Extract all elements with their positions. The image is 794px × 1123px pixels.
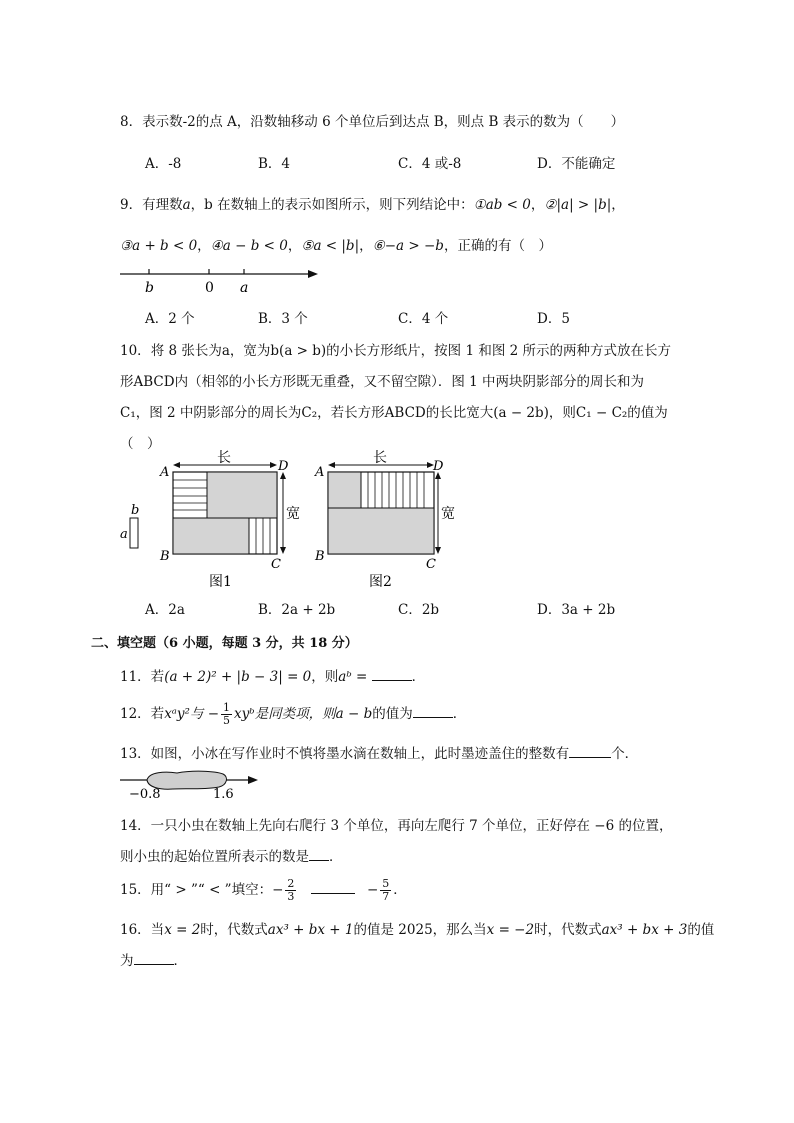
fig1-length-label: 长 <box>217 450 231 466</box>
fig2-shaded-top <box>328 472 361 508</box>
q16-line1: 16．当x = 2时，代数式ax³ + bx + 1的值是 2025，那么当x = −2时，代数式ax³ + bx + 3的值 <box>120 922 715 938</box>
fig1-caption: 图1 <box>209 574 232 590</box>
q9-stem-line1: 9．有理数a，b 在数轴上的表示如图所示，则下列结论中：①ab < 0，②|a| > |b|， <box>120 197 625 213</box>
fig1-label-B: B <box>160 549 170 564</box>
fig2-length-label: 长 <box>373 450 387 466</box>
label-small-a: a <box>120 527 128 542</box>
q10-stem-line1: 10．将 8 张长为a，宽为b(a > b)的小长方形纸片，按图 1 和图 2 所示的两种方式放在长方 <box>120 343 672 359</box>
q13-axis-arrow <box>248 776 258 784</box>
fig1-label-A: A <box>160 465 170 480</box>
q12-answer-blank[interactable] <box>413 703 453 718</box>
fig1-shaded-bottom <box>173 518 249 554</box>
fig2-label-A: A <box>315 465 325 480</box>
q8-stem: 8．表示数-2的点 A，沿数轴移动 6 个单位后到达点 B，则点 B 表示的数为（ ） <box>120 114 625 130</box>
q11-answer-blank[interactable] <box>372 666 412 681</box>
q15-fraction-1: $\frac{2}{3}$ <box>287 877 295 903</box>
q9-label-0: 0 <box>205 280 214 296</box>
q10-stem-line3: C₁，图 2 中阴影部分的周长为C₂，若长方形ABCD的长比宽大(a − 2b)，则C₁ − C₂的值为 <box>120 405 668 421</box>
fig2-label-B: B <box>315 549 325 564</box>
small-rect <box>130 518 138 548</box>
q9-stem-line2: ③a + b < 0，④a − b < 0，⑤a < |b|，⑥−a > −b，正确的有（ ） <box>120 238 552 254</box>
q16-answer-blank[interactable] <box>134 950 174 965</box>
q14-line2: 则小虫的起始位置所表示的数是 ． <box>120 845 343 865</box>
q9-number-line <box>115 262 325 298</box>
fig2-width-label: 宽 <box>441 506 455 522</box>
q10-figures <box>115 450 475 595</box>
fig2-label-C: C <box>426 557 436 572</box>
q12-fraction: $\frac{1}{5}$ <box>223 701 231 727</box>
q9-option-d[interactable]: D．5 <box>537 311 570 327</box>
q14-answer-blank[interactable] <box>309 846 329 861</box>
q16-line2: 为 ． <box>120 949 187 969</box>
q15-answer-blank[interactable] <box>311 879 355 894</box>
q12: 12．若xᵃy²与 − $\frac{1}{5}$ xyᵇ是同类项，则a − b的值为 ． <box>120 701 467 727</box>
figure-2 <box>314 450 455 590</box>
figure-1 <box>159 450 300 590</box>
q13-number-line <box>115 768 265 802</box>
q8-option-c[interactable]: C．4 或-8 <box>398 156 462 172</box>
fig1-width-label: 宽 <box>286 506 300 522</box>
fig2-label-D: D <box>433 459 444 474</box>
q10-option-c[interactable]: C．2b <box>398 602 440 618</box>
q13-label-right: 1.6 <box>213 787 234 802</box>
q10-stem-line4: （ ） <box>120 436 161 452</box>
fig1-label-D: D <box>278 459 289 474</box>
q10-stem-line2: 形ABCD内（相邻的小长方形既无重叠，又不留空隙）．图 1 中两块阴影部分的周长和为 <box>120 374 644 390</box>
q9-option-b[interactable]: B．3 个 <box>258 311 308 327</box>
q10-option-b[interactable]: B．2a + 2b <box>258 602 336 618</box>
q9-option-a[interactable]: A．2 个 <box>145 311 195 327</box>
q8-option-b[interactable]: B．4 <box>258 156 291 172</box>
q8-option-a[interactable]: A．-8 <box>145 156 182 172</box>
q10-option-d[interactable]: D．3a + 2b <box>537 602 616 618</box>
q9-label-b: b <box>145 280 154 296</box>
fig2-caption: 图2 <box>369 574 392 590</box>
fig1-shaded-top <box>207 472 277 518</box>
q8-option-d[interactable]: D．不能确定 <box>537 156 616 172</box>
q9-axis-arrow <box>308 270 318 278</box>
fig1-label-C: C <box>271 557 281 572</box>
q9-label-a: a <box>240 280 249 296</box>
q9-option-c[interactable]: C．4 个 <box>398 311 449 327</box>
q15: 15．用“ > ”“ < ”填空：− $\frac{2}{3}$ − $\frac{5}{7}$ ． <box>120 877 407 903</box>
q15-fraction-2: $\frac{5}{7}$ <box>382 877 390 903</box>
fig2-shaded-bottom <box>328 508 434 554</box>
q11: 11．若(a + 2)² + |b − 3| = 0，则aᵇ = ． <box>120 665 425 685</box>
q13-label-left: −0.8 <box>129 787 161 802</box>
label-small-b: b <box>131 503 140 518</box>
section-2-title: 二、填空题（6 小题，每题 3 分，共 18 分） <box>91 636 358 651</box>
q13-answer-blank[interactable] <box>569 743 611 758</box>
q14-line1: 14．一只小虫在数轴上先向右爬行 3 个单位，再向左爬行 7 个单位，正好停在 −6 的位置， <box>120 818 673 834</box>
q10-option-a[interactable]: A．2a <box>145 602 185 618</box>
q13: 13．如图，小冰在写作业时不慎将墨水滴在数轴上，此时墨迹盖住的整数有 个． <box>120 742 638 762</box>
